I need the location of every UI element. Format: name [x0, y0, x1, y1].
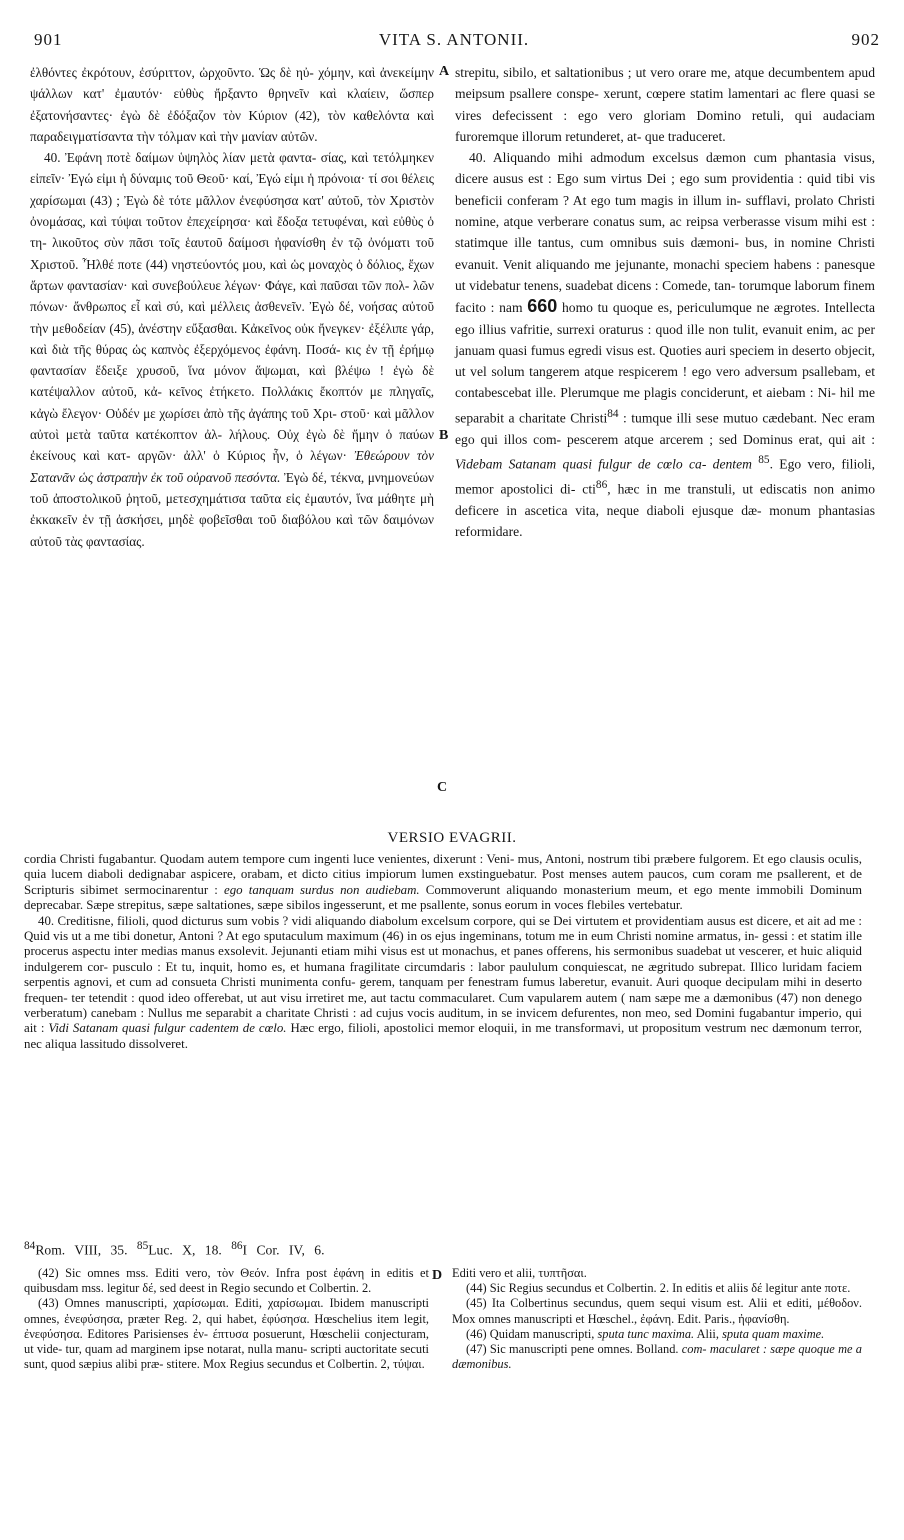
running-header [28, 30, 880, 56]
note-43: (43) Omnes manuscripti, χαρίσωμαι. Editi, χαρίσωμαι. Ibidem manuscripti omnes, ἐνεφύσησα, præter Reg. 2, qui habet, ἐφύσησα. Hœschelius item legit, ἐνεφύσησα. Editores Parisienses ἐν- έπτυσα posuerunt, Hœschelii conjecturam, ut vide- tur, quam ad marginem ipse notarat, nulla manu- scripti auctoritate secuti sunt, quod sæpius alibi præ- stitere. Mox Regius secundus et Colbertin. 2, τύψαι. [24, 1296, 429, 1372]
greek-paragraph-2-text: 40. Ἐφάνη ποτὲ δαίμων ὑψηλὸς λίαν μετὰ φαντα- σίας, καὶ τετόλμηκεν εἰπεῖν· Ἐγώ εἰμι ἡ δύναμις τοῦ Θεοῦ· καί, Ἐγώ εἰμι ἡ πρόνοια· τί σοι θέλεις χαρίσωμαι (43) ; Ἐγὼ δὲ τότε μᾶλλον ἐνεφύσησα κατ' αὐτοῦ, τὸν Χριστὸν ὀνομάσας, καὶ τύψαι τοῦτον ἐπεχείρησα· καὶ ἔδοξα τετυφέναι, καὶ εὐθὺς ὁ τη- λικοῦτος σὺν πᾶσι τοῖς ἑαυτοῦ δαίμοσι ἠφανίσθη ἐν τῷ ὀνόματι τοῦ Χριστοῦ. Ἦλθέ ποτε (44) νηστεύοντός μου, καὶ ὡς μοναχὸς ὁ δόλιος, ἔχων ἄρτων φαντασίαν· καὶ συνεβούλευε λέγων· Φάγε, καὶ παῦσαι τῶν πολ- λῶν πόνων· ἄνθρωπος εἶ καὶ σύ, καὶ μέλλεις ἀσθενεῖν. Ἐγὼ δέ, νοήσας αὐτοῦ τὴν μεθοδείαν (45), ἀνέστην εὔξασθαι. Κἀκεῖνος οὐκ ἤνεγκεν· ἐξέλιπε γάρ, καὶ διὰ τῆς θύρας ὡς καπνὸς ἐξερχόμενος ἐφάνη. Ποσά- κις ἐν τῇ ἐρήμῳ φαντασίαν ἔδειξε χρυσοῦ, ἵνα μόνον ἅψωμαι, καὶ βλέψω ! ἐγὼ δὲ κατέψαλλον αὐτοῦ, κἀ- κεῖνος ἐτήκετο. Πολλάκις ἔκοπτόν με πληγαῖς, κἀγὼ ἔλεγον· Οὐδέν με χωρίσει ἀπὸ τῆς ἀγάπης τοῦ Χρι- στοῦ· καὶ μᾶλλον αὐτοὶ μετὰ ταῦτα κατέκοπτον ἀλ- λήλους. Οὐχ ἐγὼ δὲ ἤμην ὁ παύων ἐκείνους καὶ κατ- αργῶν· ἀλλ' ὁ Κύριος ἦν, ὁ λέγων· [30, 150, 434, 464]
note-44: (44) Sic Regius secundus et Colbertin. 2. In editis et aliis δέ legitur ante ποτε. [466, 1281, 851, 1296]
notes-left-column [24, 1266, 429, 1372]
ref-86-citation: I Cor. IV, 6. [242, 1242, 325, 1258]
latin-paragraph-2 [455, 147, 875, 542]
ref-86-number: 86 [231, 1240, 243, 1252]
ref-84-citation: Rom. VIII, 35. [35, 1242, 128, 1258]
greek-paragraph-2-end: Ἐγὼ δέ, τέκνα, μνημονεύων τοῦ ἀποστολικοῦ ῥητοῦ, μετεσχημάτισα ταῦτα εἰς ἐμαυτόν, ἵνα μάθητε μὴ ἐκκακεῖν ἐν τῇ ἀσκήσει, μηδὲ φοβεῖσθαι τοῦ διαβόλου καὶ τῶν δαιμόνων αὐτοῦ τὰς φαντασίας. [30, 469, 434, 549]
greek-paragraph-2 [30, 147, 434, 552]
latin-column [455, 62, 875, 542]
patrologia-page-number: 660 [527, 296, 558, 317]
latin-paragraph-2-text-a: 40. Aliquando mihi admodum excelsus dæmon cum phantasia visus, dicere ausus est : Ego sum virtus Dei ; ego sum providentia : quid tibi vis beneficii conferam ? At ego tum magis in illum in- sufflavi, prolato Christi nomine, atque verberare conatus sum, ac reipsa verberasse visum mihi est : statimque ille tantus, cum omnibus suis dæmoni- bus, in nomine Christi evanuit. Venit aliquando me jejunante, monachi speciem habens : panesque ut videbatur tenens, suadebat dicens : Comede, tan- torumque laborum finem facito : nam [455, 150, 875, 316]
running-title: VITA S. ANTONII. [378, 30, 530, 49]
ref-84-number: 84 [24, 1240, 36, 1252]
footnote-ref-84: 84 [607, 407, 619, 420]
ref-85-citation: Luc. X, 18. [148, 1242, 222, 1258]
page-number-left: 901 [34, 30, 63, 49]
notes-right-column [452, 1266, 862, 1372]
evagrius-paragraph-2-end: Hæc ergo, filioli, apostolici memor eloquii, in me transformavi, ut propositum vestrum nec dæmonum terror, nec aliqua lassitudo dissolveret. [24, 1021, 862, 1051]
latin-paragraph-2-text-c: : tumque illi sese mutuo cædebant. Nec eram ego qui illos com- pescerem atque arcerem ; sed Dominus erat, qui ait : [455, 410, 875, 447]
greek-column [30, 62, 434, 552]
footnote-ref-86: 86 [595, 478, 608, 491]
evagrius-paragraph-1-end: Commoverunt aliquando monasterium meum, et ego mente immobili Dominum deprecabar. Sæpe strepitus, sæpe saltationes, sæpe sibilos ingesserunt, et me psallente, sonus eorum in voces flebiles vertebatur. [24, 882, 862, 913]
note-47-italic: com- macularet : sæpe quoque me a dæmonibus. [452, 1342, 862, 1372]
evagrius-paragraph-1 [24, 852, 862, 914]
ref-85-number: 85 [136, 1240, 149, 1252]
greek-paragraph-1: ἐλθόντες ἐκρότουν, ἐσύριττον, ὠρχοῦντο. Ὡς δὲ ηὐ- χόμην, καὶ ἀνεκείμην ψάλλων κατ' ἐμαυτόν· εὐθὺς ἤρξαντο θρηνεῖν καὶ κλαίειν, ὥσπερ ἐξατονήσαντες· ἐγὼ δὲ ἐδόξαζον τὸν Κύριον (42), τὸν καθελόντα καὶ παραδειγματίσαντα τὴν τόλμαν καὶ τὴν μανίαν αὐτῶν. [30, 65, 434, 144]
margin-marker-b: B [439, 428, 449, 443]
note-47 [452, 1342, 862, 1372]
note-43-continued: Editi vero et alii, τυπτῆσαι. [452, 1266, 587, 1280]
versio-evagrii-heading: VERSIO EVAGRII. [387, 830, 517, 846]
footnote-ref-85: 85 [758, 453, 770, 466]
note-47-text: (47) Sic manuscripti pene omnes. Bolland. [466, 1342, 682, 1357]
margin-marker-d: D [432, 1268, 443, 1283]
note-42: (42) Sic omnes mss. Editi vero, τὸν Θεόν. Infra post ἐφάνη in editis et quibusdam mss. legitur δέ, sed deest in Regio secundo et Colbertin. 2. [24, 1266, 429, 1296]
note-45: (45) Ita Colbertinus secundus, quem sequi visum est. Alii et editi, μέθοδον. Mox omnes manuscripti et Hœschel., ἐφάνη. Edit. Paris., ἠφανίσθη. [452, 1296, 862, 1326]
evagrius-paragraph-2 [24, 914, 862, 1053]
scripture-references [24, 1240, 324, 1259]
latin-paragraph-2-text-e: , hæc in me transtuli, ut ediscatis non animo deficere in ascetica vita, neque diaboli ejusque dæ- monum phantasias reformidare. [455, 481, 875, 539]
margin-marker-a: A [439, 64, 450, 79]
note-46-italic-2: sputa quam maxime. [722, 1326, 825, 1341]
evagrius-paragraph-2-text: 40. Creditisne, filioli, quod dicturus sum vobis ? vidi aliquando diabolum excelsum corpore, qui se Dei virtutem et providentiam ausus est dicere, et ait ad me : Quid vis ut a me tibi donetur, Antoni ? At ego sputaculum maximum (46) in os ejus ingeminans, totum me in eum Christi nomine armatus, in- gessi : et statim ille procerus aspectu inter medias manus exsolevit. Jejunanti etiam mihi visus est ut monachus, et panes offerens, his sermonibus suadebat ut vescerer, et huic aliquid indulgerem cor- pusculo : Et tu, inquit, homo es, et humana fragilitate circumdaris : labor paululum conquiescat, ne ægritudo subrepat. Illico luridam faciem serpentis agnovi, et cum ad consueta Christi munimenta confu- gerem, tanquam per fenestram fumus laberetur, evanuit. Auri quoque decipulam mihi in deserto frequen- ter tetendit : quod ideo offerebat, ut aut visu irretiret me, aut tactu commacularet. Cum vapularem autem ( nam sæpe me a dæmonibus (47) non denego verberatum) canebam : Nullus me separabit a charitate Christi : ad cujus vocis auditum, in se invicem defurentes, non meo, sed Domini fugabantur imperio, qui ait : [24, 913, 862, 1036]
evagrius-italic-quote-1: ego tanquam surdus non audiebam. [224, 882, 420, 897]
evagrius-version-text [24, 852, 862, 1052]
page-number-right: 902 [851, 30, 880, 49]
latin-scripture-quote: Videbam Satanam quasi fulgur de cœlo ca- dentem [455, 456, 752, 472]
note-46-text-b: Alii, [694, 1326, 723, 1341]
evagrius-italic-quote-2: Vidi Satanam quasi fulgur cadentem de cœlo. [48, 1021, 287, 1036]
greek-scripture-quote: Ἐθεώρουν τὸν Σατανᾶν ὡς ἀστραπὴν ἐκ τοῦ οὐρανοῦ πεσόντα. [30, 448, 435, 485]
latin-paragraph-1: strepitu, sibilo, et saltationibus ; ut vero orare me, atque decumbentem apud meipsum psallere conspe- xerunt, cœpere statim lamentari ac flere quasi se vires defecissent : ego vero gloriam Domino retuli, qui audaciam furoremque illorum retunderet, at- que traduceret. [455, 65, 875, 144]
latin-paragraph-2-text-d: . Ego vero, filioli, memor apostolici di- cti [455, 456, 875, 497]
margin-marker-c: C [437, 780, 448, 795]
note-46 [452, 1327, 862, 1342]
note-46-italic-1: sputa tunc maxima. [597, 1326, 695, 1341]
evagrius-paragraph-1-text: cordia Christi fugabantur. Quodam autem tempore cum ingenti luce venientes, dixerunt : Veni- mus, Antoni, nostrum tibi præbere fulgorem. Et ego clausis oculis, quia lucem diaboli dedignabar aspicere, orabam, et dicto citius impiorum lumen exstinguebatur. Post menses autem paucos, cum coram me psallerent, et de Scripturis sibimet sermocinarentur : [24, 852, 862, 897]
latin-paragraph-2-text-b: homo tu quoque es, periculumque ne ægrotes. Intellecta ego illius vafritie, surrexi oraturus : quod ille non tulit, evanuit enim, ac per januam quasi fumus egredi visus est. Quoties auri speciem in deserto objecit, ut vel solum tangerem atque respicerem ! ego vero adversum psallebam, et contabescebat ille. Plerumque me plagis conciderunt, et aiebam : Ni- hil me separabit a charitate Christi [455, 300, 875, 426]
note-46-text: (46) Quidam manuscripti, [466, 1326, 598, 1341]
